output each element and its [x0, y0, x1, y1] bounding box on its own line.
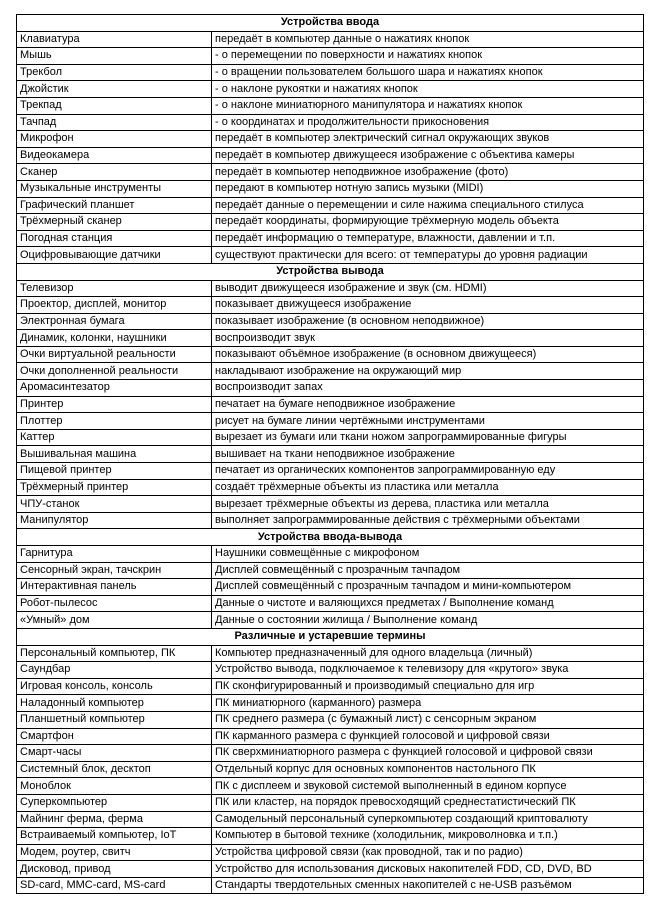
- description-cell: создаёт трёхмерные объекты из пластика или металла: [212, 479, 644, 496]
- description-cell: показывает движущееся изображение: [212, 297, 644, 314]
- description-cell: Наушники совмещённые с микрофоном: [212, 546, 644, 563]
- term-cell: Видеокамера: [17, 147, 212, 164]
- term-cell: Смартфон: [17, 728, 212, 745]
- term-cell: Телевизор: [17, 280, 212, 297]
- description-cell: передаёт в компьютер неподвижное изображение (фото): [212, 164, 644, 181]
- description-cell: печатает из органических компонентов запрограммированную еду: [212, 463, 644, 480]
- term-cell: Мышь: [17, 48, 212, 65]
- table-row: [17, 230, 644, 247]
- table-row: [17, 429, 644, 446]
- description-cell: Стандарты твердотельных сменных накопителей с не-USB разъёмом: [212, 877, 644, 894]
- term-cell: Гарнитура: [17, 546, 212, 563]
- term-cell: Смарт-часы: [17, 745, 212, 762]
- term-cell: Оцифровывающие датчики: [17, 247, 212, 264]
- table-row: [17, 711, 644, 728]
- term-cell: Интерактивная панель: [17, 579, 212, 596]
- table-row: [17, 330, 644, 347]
- description-cell: воспроизводит запах: [212, 380, 644, 397]
- term-cell: Вышивальная машина: [17, 446, 212, 463]
- term-cell: Модем, роутер, свитч: [17, 844, 212, 861]
- description-cell: печатает на бумаге неподвижное изображение: [212, 396, 644, 413]
- description-cell: вырезает трёхмерные объекты из дерева, пластика или металла: [212, 496, 644, 513]
- description-cell: передаёт координаты, формирующие трёхмерную модель объекта: [212, 214, 644, 231]
- description-cell: показывают объёмное изображение (в основном движущееся): [212, 346, 644, 363]
- description-cell: вырезает из бумаги или ткани ножом запрограммированные фигуры: [212, 429, 644, 446]
- term-cell: Трекпад: [17, 97, 212, 114]
- table-row: [17, 346, 644, 363]
- table-row: [17, 794, 644, 811]
- description-cell: накладывают изображение на окружающий мир: [212, 363, 644, 380]
- term-cell: Джойстик: [17, 81, 212, 98]
- description-cell: - о перемещении по поверхности и нажатиях кнопок: [212, 48, 644, 65]
- term-cell: Клавиатура: [17, 31, 212, 48]
- term-cell: Динамик, колонки, наушники: [17, 330, 212, 347]
- table-row: [17, 313, 644, 330]
- term-cell: Трекбол: [17, 64, 212, 81]
- table-row: [17, 396, 644, 413]
- section-title: Устройства вывода: [17, 263, 644, 280]
- section-header-row: [17, 529, 644, 546]
- term-cell: Сенсорный экран, тачскрин: [17, 562, 212, 579]
- description-cell: существуют практически для всего: от температуры до уровня радиации: [212, 247, 644, 264]
- description-cell: - о наклоне рукоятки и нажатиях кнопок: [212, 81, 644, 98]
- table-row: [17, 147, 644, 164]
- table-row: [17, 197, 644, 214]
- device-glossary-table: [16, 14, 644, 894]
- description-cell: Отдельный корпус для основных компонентов настольного ПК: [212, 761, 644, 778]
- description-cell: передаёт в компьютер движущееся изображение с объектива камеры: [212, 147, 644, 164]
- description-cell: ПК или кластер, на порядок превосходящий среднестатистический ПК: [212, 794, 644, 811]
- table-row: [17, 579, 644, 596]
- table-row: [17, 463, 644, 480]
- term-cell: Персональный компьютер, ПК: [17, 645, 212, 662]
- table-row: [17, 48, 644, 65]
- term-cell: Погодная станция: [17, 230, 212, 247]
- table-row: [17, 164, 644, 181]
- term-cell: Принтер: [17, 396, 212, 413]
- term-cell: Проектор, дисплей, монитор: [17, 297, 212, 314]
- description-cell: передают в компьютер нотную запись музыки (MIDI): [212, 180, 644, 197]
- table-row: [17, 844, 644, 861]
- term-cell: SD-card, MMC-card, MS-card: [17, 877, 212, 894]
- table-row: [17, 280, 644, 297]
- table-row: [17, 214, 644, 231]
- table-row: [17, 512, 644, 529]
- table-row: [17, 662, 644, 679]
- section-header-row: [17, 263, 644, 280]
- term-cell: Наладонный компьютер: [17, 695, 212, 712]
- description-cell: передаёт в компьютер данные о нажатиях кнопок: [212, 31, 644, 48]
- table-body: [17, 15, 644, 894]
- description-cell: передаёт в компьютер электрический сигнал окружающих звуков: [212, 131, 644, 148]
- table-row: [17, 612, 644, 629]
- description-cell: Устройство вывода, подключаемое к телевизору для «крутого» звука: [212, 662, 644, 679]
- term-cell: Майнинг ферма, ферма: [17, 811, 212, 828]
- section-header-row: [17, 15, 644, 32]
- table-row: [17, 496, 644, 513]
- description-cell: - о координатах и продолжительности прикосновения: [212, 114, 644, 131]
- table-row: [17, 761, 644, 778]
- description-cell: показывает изображение (в основном неподвижное): [212, 313, 644, 330]
- description-cell: - о вращении пользователем большого шара и нажатиях кнопок: [212, 64, 644, 81]
- term-cell: Трёхмерный принтер: [17, 479, 212, 496]
- description-cell: ПК миниатюрного (карманного) размера: [212, 695, 644, 712]
- table-row: [17, 180, 644, 197]
- term-cell: Очки дополненной реальности: [17, 363, 212, 380]
- table-row: [17, 297, 644, 314]
- term-cell: Микрофон: [17, 131, 212, 148]
- table-row: [17, 562, 644, 579]
- term-cell: Плоттер: [17, 413, 212, 430]
- section-title: Устройства ввода: [17, 15, 644, 32]
- table-row: [17, 861, 644, 878]
- term-cell: ЧПУ-станок: [17, 496, 212, 513]
- term-cell: Аромасинтезатор: [17, 380, 212, 397]
- term-cell: Моноблок: [17, 778, 212, 795]
- description-cell: Дисплей совмещённый с прозрачным тачпадом и мини-компьютером: [212, 579, 644, 596]
- table-row: [17, 363, 644, 380]
- description-cell: рисует на бумаге линии чертёжными инструментами: [212, 413, 644, 430]
- description-cell: воспроизводит звук: [212, 330, 644, 347]
- table-row: [17, 811, 644, 828]
- description-cell: Компьютер предназначенный для одного владельца (личный): [212, 645, 644, 662]
- term-cell: Музыкальные инструменты: [17, 180, 212, 197]
- section-header-row: [17, 628, 644, 645]
- term-cell: Очки виртуальной реальности: [17, 346, 212, 363]
- term-cell: «Умный» дом: [17, 612, 212, 629]
- table-row: [17, 413, 644, 430]
- term-cell: Электронная бумага: [17, 313, 212, 330]
- term-cell: Каттер: [17, 429, 212, 446]
- description-cell: - о наклоне миниатюрного манипулятора и нажатиях кнопок: [212, 97, 644, 114]
- description-cell: Устройства цифровой связи (как проводной, так и по радио): [212, 844, 644, 861]
- description-cell: Данные о состоянии жилища / Выполнение команд: [212, 612, 644, 629]
- description-cell: Данные о чистоте и валяющихся предметах / Выполнение команд: [212, 595, 644, 612]
- section-title: Устройства ввода-вывода: [17, 529, 644, 546]
- description-cell: ПК карманного размера с функцией голосовой и цифровой связи: [212, 728, 644, 745]
- table-row: [17, 64, 644, 81]
- description-cell: выводит движущееся изображение и звук (см. HDMI): [212, 280, 644, 297]
- term-cell: Робот-пылесос: [17, 595, 212, 612]
- description-cell: Дисплей совмещённый с прозрачным тачпадом: [212, 562, 644, 579]
- table-row: [17, 745, 644, 762]
- term-cell: Тачпад: [17, 114, 212, 131]
- term-cell: Игровая консоль, консоль: [17, 678, 212, 695]
- table-row: [17, 695, 644, 712]
- term-cell: Трёхмерный сканер: [17, 214, 212, 231]
- description-cell: выполняет запрограммированные действия с трёхмерными объектами: [212, 512, 644, 529]
- table-row: [17, 546, 644, 563]
- description-cell: Компьютер в бытовой технике (холодильник, микроволновка и т.п.): [212, 828, 644, 845]
- table-row: [17, 31, 644, 48]
- table-row: [17, 728, 644, 745]
- table-row: [17, 446, 644, 463]
- description-cell: ПК сверхминиатюрного размера с функцией голосовой и цифровой связи: [212, 745, 644, 762]
- table-row: [17, 645, 644, 662]
- description-cell: Устройство для использования дисковых накопителей FDD, CD, DVD, BD: [212, 861, 644, 878]
- table-row: [17, 97, 644, 114]
- term-cell: Планшетный компьютер: [17, 711, 212, 728]
- term-cell: Системный блок, десктоп: [17, 761, 212, 778]
- term-cell: Дисковод, привод: [17, 861, 212, 878]
- table-row: [17, 678, 644, 695]
- description-cell: вышивает на ткани неподвижное изображение: [212, 446, 644, 463]
- table-row: [17, 595, 644, 612]
- section-title: Различные и устаревшие термины: [17, 628, 644, 645]
- table-row: [17, 828, 644, 845]
- term-cell: Сканер: [17, 164, 212, 181]
- description-cell: ПК с дисплеем и звуковой системой выполненный в едином корпусе: [212, 778, 644, 795]
- term-cell: Пищевой принтер: [17, 463, 212, 480]
- term-cell: Саундбар: [17, 662, 212, 679]
- description-cell: передаёт данные о перемещении и силе нажима специального стилуса: [212, 197, 644, 214]
- table-row: [17, 247, 644, 264]
- term-cell: Встраиваемый компьютер, IoT: [17, 828, 212, 845]
- description-cell: ПК сконфигурированный и производимый специально для игр: [212, 678, 644, 695]
- table-row: [17, 778, 644, 795]
- term-cell: Графический планшет: [17, 197, 212, 214]
- table-row: [17, 877, 644, 894]
- table-row: [17, 81, 644, 98]
- description-cell: передаёт информацию о температуре, влажности, давлении и т.п.: [212, 230, 644, 247]
- term-cell: Суперкомпьютер: [17, 794, 212, 811]
- table-row: [17, 479, 644, 496]
- description-cell: ПК среднего размера (с бумажный лист) с сенсорным экраном: [212, 711, 644, 728]
- description-cell: Самодельный персональный суперкомпьютер создающий криптовалюту: [212, 811, 644, 828]
- table-row: [17, 380, 644, 397]
- table-row: [17, 114, 644, 131]
- term-cell: Манипулятор: [17, 512, 212, 529]
- table-row: [17, 131, 644, 148]
